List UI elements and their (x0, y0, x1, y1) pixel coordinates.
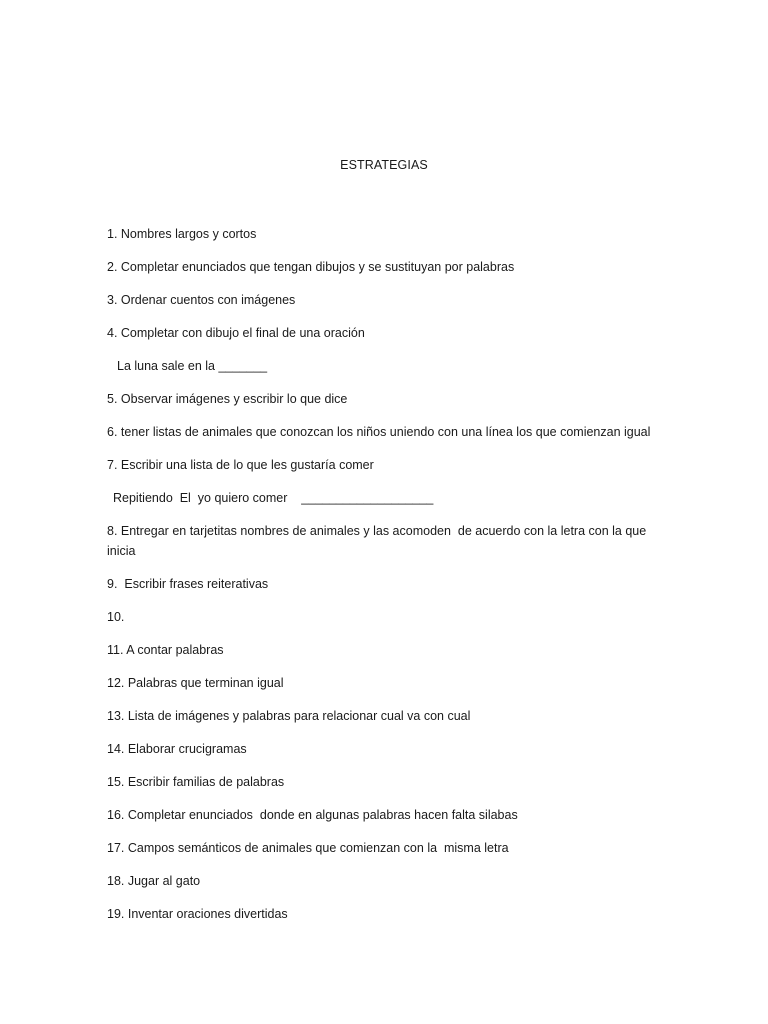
list-item: 13. Lista de imágenes y palabras para relacionar cual va con cual (107, 709, 471, 723)
list-item: 8. Entregar en tarjetitas nombres de animales y las acomoden de acuerdo con la letra con la que inicia (107, 524, 650, 558)
list-item: 5. Observar imágenes y escribir lo que dice (107, 392, 348, 406)
list-item: 16. Completar enunciados donde en algunas palabras hacen falta silabas (107, 808, 518, 822)
example-line: La luna sale en la _______ (117, 359, 268, 373)
list-item: 2. Completar enunciados que tengan dibujos y se sustituyan por palabras (107, 260, 515, 274)
list-item: 4. Completar con dibujo el final de una oración (107, 326, 365, 340)
document-title: ESTRATEGIAS (340, 158, 428, 172)
list-item: 6. tener listas de animales que conozcan los niños uniendo con una línea los que comienzan igual (107, 425, 651, 439)
list-item: 7. Escribir una lista de lo que les gustaría comer (107, 458, 374, 472)
list-item: 1. Nombres largos y cortos (107, 227, 257, 241)
list-item: 11. A contar palabras (107, 643, 224, 657)
list-item: 9. Escribir frases reiterativas (107, 577, 269, 591)
list-item: 14. Elaborar crucigramas (107, 742, 247, 756)
list-item: 18. Jugar al gato (107, 874, 201, 888)
list-item: 3. Ordenar cuentos con imágenes (107, 293, 296, 307)
list-item: 19. Inventar oraciones divertidas (107, 907, 288, 921)
list-item: 17. Campos semánticos de animales que comienzan con la misma letra (107, 841, 509, 855)
example-line: Repitiendo El yo quiero comer ___________________ (113, 491, 434, 505)
strategy-list (107, 224, 667, 937)
list-item: 15. Escribir familias de palabras (107, 775, 285, 789)
list-item: 12. Palabras que terminan igual (107, 676, 284, 690)
list-item: 10. (107, 610, 125, 624)
